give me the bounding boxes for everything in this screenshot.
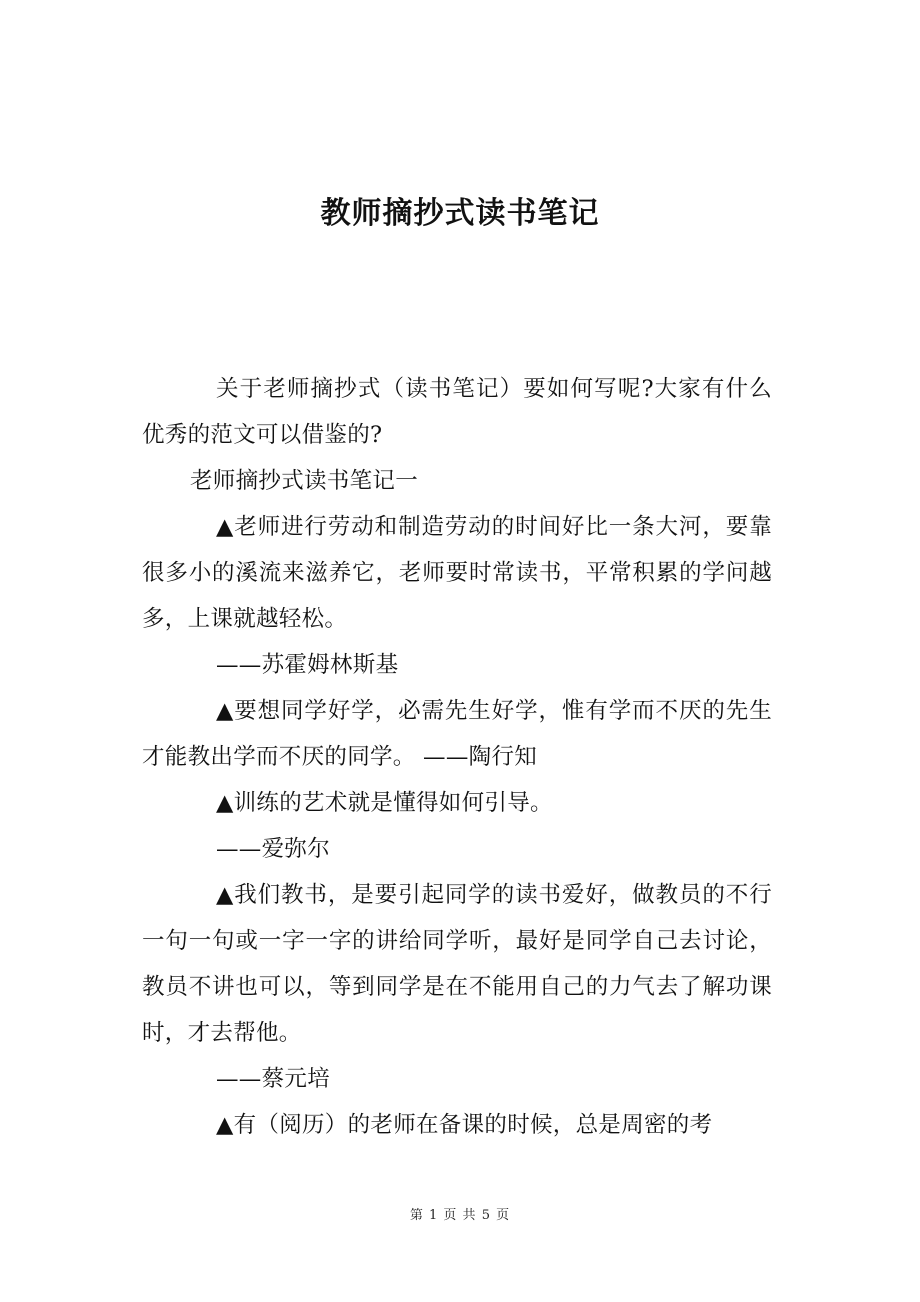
quote-attribution: ——爱弥尔: [216, 836, 331, 862]
section-heading: 老师摘抄式读书笔记一: [190, 468, 419, 494]
quote-paragraph: ▲要想同学好学，必需先生好学，惟有学而不厌的先生才能教出学而不厌的同学。 ——陶行知: [142, 698, 772, 770]
quote-paragraph: ▲训练的艺术就是懂得如何引导。: [216, 790, 553, 816]
intro-paragraph: 关于老师摘抄式（读书笔记）要如何写呢?大家有什么优秀的范文可以借鉴的?: [142, 376, 772, 448]
quote-paragraph: ▲我们教书，是要引起同学的读书爱好，做教员的不行一句一句或一字一字的讲给同学听，最好是同学自己去讨论，教员不讲也可以，等到同学是在不能用自己的力气去了解功课时，才去帮他。: [142, 882, 772, 1046]
quote-attribution: ——苏霍姆林斯基: [216, 652, 399, 678]
quote-attribution: ——蔡元培: [216, 1066, 331, 1092]
quote-paragraph: ▲老师进行劳动和制造劳动的时间好比一条大河，要靠很多小的溪流来滋养它，老师要时常读书，平常积累的学问越多，上课就越轻松。: [142, 514, 772, 632]
quote-paragraph: ▲有（阅历）的老师在备课的时候，总是周密的考: [216, 1112, 713, 1138]
document-body: [142, 366, 772, 1148]
page-number-footer: 第 1 页 共 5 页: [409, 1208, 511, 1223]
document-title: 教师摘抄式读书笔记: [320, 196, 600, 231]
